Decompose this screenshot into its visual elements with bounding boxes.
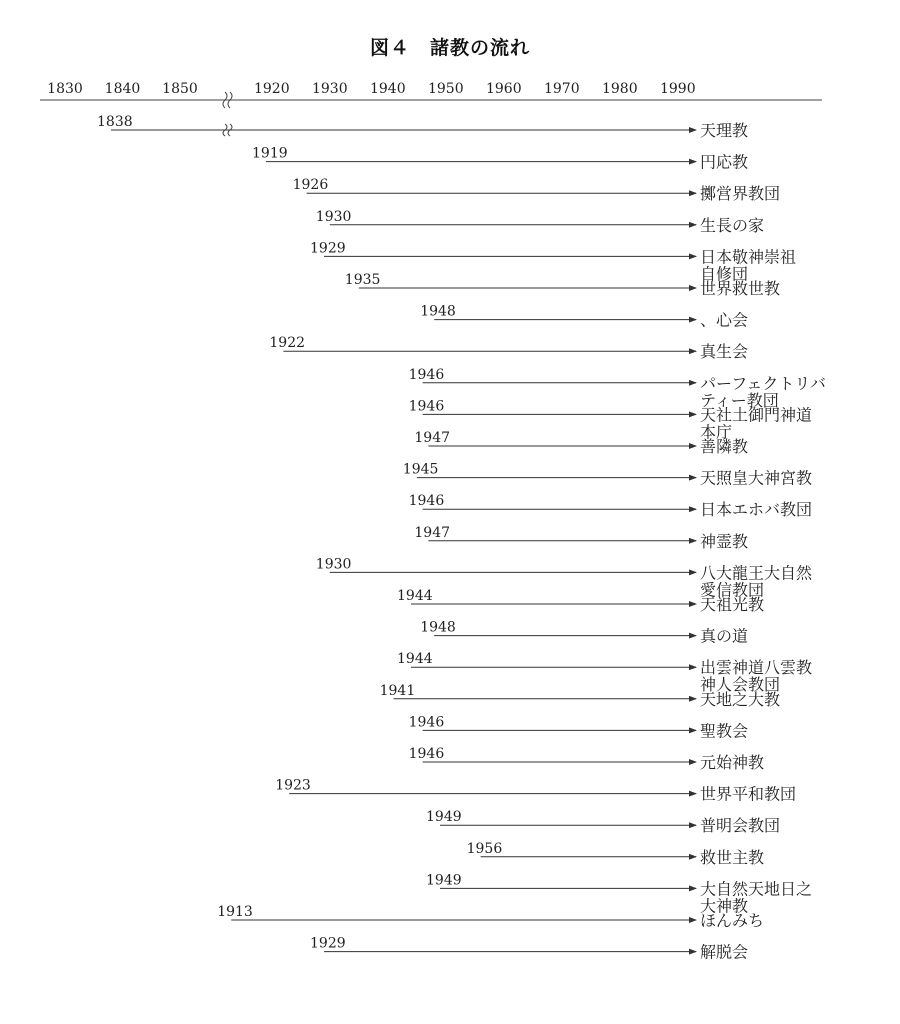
axis-tick-label: 1980 [601,81,638,97]
religion-name: 天照皇大神宮教 [700,468,813,488]
axis-tick-label: 1970 [543,81,580,97]
start-year-label: 1948 [420,619,456,636]
religion-name: 聖教会 [700,721,749,741]
timeline-row [97,114,748,140]
religion-name: 善隣教 [700,437,749,456]
start-year-label: 1946 [408,493,445,510]
religion-name: 円応教 [700,152,749,172]
religion-name: 真の道 [700,626,749,646]
timeline-row [397,651,812,694]
religion-name: 擲営界教団 [700,184,781,204]
religion-name: 世界救世教 [700,279,781,298]
religion-name: 日本エホバ教団 [700,500,813,520]
timeline-row [310,240,796,283]
timeline-row [426,872,812,915]
religion-name: 愛信教団 [700,580,765,600]
religion-name: 出雲神道八雲教 [700,658,813,678]
start-year-label: 1947 [414,430,451,446]
axis-tick-label: 1940 [369,81,406,97]
religion-name: 生長の家 [700,215,765,235]
start-year-label: 1947 [414,524,451,541]
start-year-label: 1946 [408,398,445,415]
religion-name: 真生会 [700,342,749,362]
timeline-row [420,304,748,330]
time-axis [40,81,822,108]
timeline-row [316,209,764,235]
religion-name: 天社土御門神道 [700,405,813,425]
timeline-row [409,398,812,441]
timeline-row [310,936,748,962]
axis-tick-label: 1930 [311,81,348,97]
start-year-label: 1945 [402,461,439,478]
timeline-row [426,809,780,835]
start-year-label: 1919 [252,145,288,162]
start-year-label: 1935 [344,272,381,288]
religion-name: 大神教 [700,896,749,916]
religion-name: 本庁 [700,422,733,442]
religion-name: 元始神教 [700,753,765,772]
timeline-row [420,620,748,646]
start-year-label: 1946 [408,714,445,731]
start-year-label: 1929 [310,935,346,952]
timeline-row [217,904,764,930]
religion-name: 神人会教団 [700,675,781,695]
timeline-row [269,335,748,361]
start-year-label: 1930 [315,208,352,225]
start-year-label: 1913 [217,904,253,920]
religion-name: 天地之大教 [700,689,781,709]
start-year-label: 1930 [315,556,352,573]
timeline-row [414,430,748,456]
start-year-label: 1944 [397,588,433,604]
axis-tick-label: 1850 [162,81,198,97]
start-year-label: 1949 [426,872,462,889]
religion-name: 、心会 [700,310,749,330]
religion-name: 救世主教 [700,847,765,867]
religion-name: 天祖光教 [700,595,765,614]
religion-name: 解脱会 [700,942,749,962]
start-year-label: 1926 [292,177,329,194]
religion-name: 自修団 [700,264,749,284]
start-year-label: 1956 [466,840,503,857]
religion-name: 八大龍王大自然 [700,563,813,583]
timeline-row [409,493,812,519]
start-year-label: 1923 [275,777,311,794]
axis-tick-label: 1950 [427,81,464,97]
timeline-row [293,177,780,203]
religion-name: パーフェクトリバ [700,373,826,393]
start-year-label: 1946 [408,746,445,762]
start-year-label: 1838 [97,114,133,130]
start-year-label: 1944 [397,651,433,668]
religion-name: 大自然天地日之 [700,879,813,899]
axis-tick-label: 1840 [104,81,141,97]
timeline-row [414,525,748,551]
axis-tick-label: 1960 [485,81,522,97]
religion-name: 神霊教 [700,531,749,551]
religion-name: ティー教団 [700,390,779,410]
timeline-row [409,714,748,740]
start-year-label: 1946 [408,366,445,383]
timeline-row [467,841,764,867]
start-year-label: 1922 [269,335,306,352]
chart-title: 図４ 諸教の流れ [369,37,530,59]
timeline-row [409,367,826,410]
axis-tick-label: 1830 [47,81,83,97]
axis-tick-label: 1920 [253,81,290,97]
timeline-row [275,778,796,804]
start-year-label: 1948 [420,303,456,320]
start-year-label: 1949 [426,809,462,826]
timeline-row [316,556,813,599]
timeline-row [252,146,748,172]
religion-name: 日本敬神崇祖 [700,247,797,267]
timeline-row [403,462,812,488]
start-year-label: 1929 [310,240,346,257]
religion-name: 普明会教団 [700,816,781,836]
religion-name: 天理教 [700,121,749,140]
timeline-rows [97,114,826,962]
religion-name: ほんみち [700,911,765,930]
axis-tick-label: 1990 [659,81,696,97]
timeline-row [409,746,764,772]
start-year-label: 1941 [379,682,416,699]
religion-name: 世界平和教団 [700,784,797,804]
